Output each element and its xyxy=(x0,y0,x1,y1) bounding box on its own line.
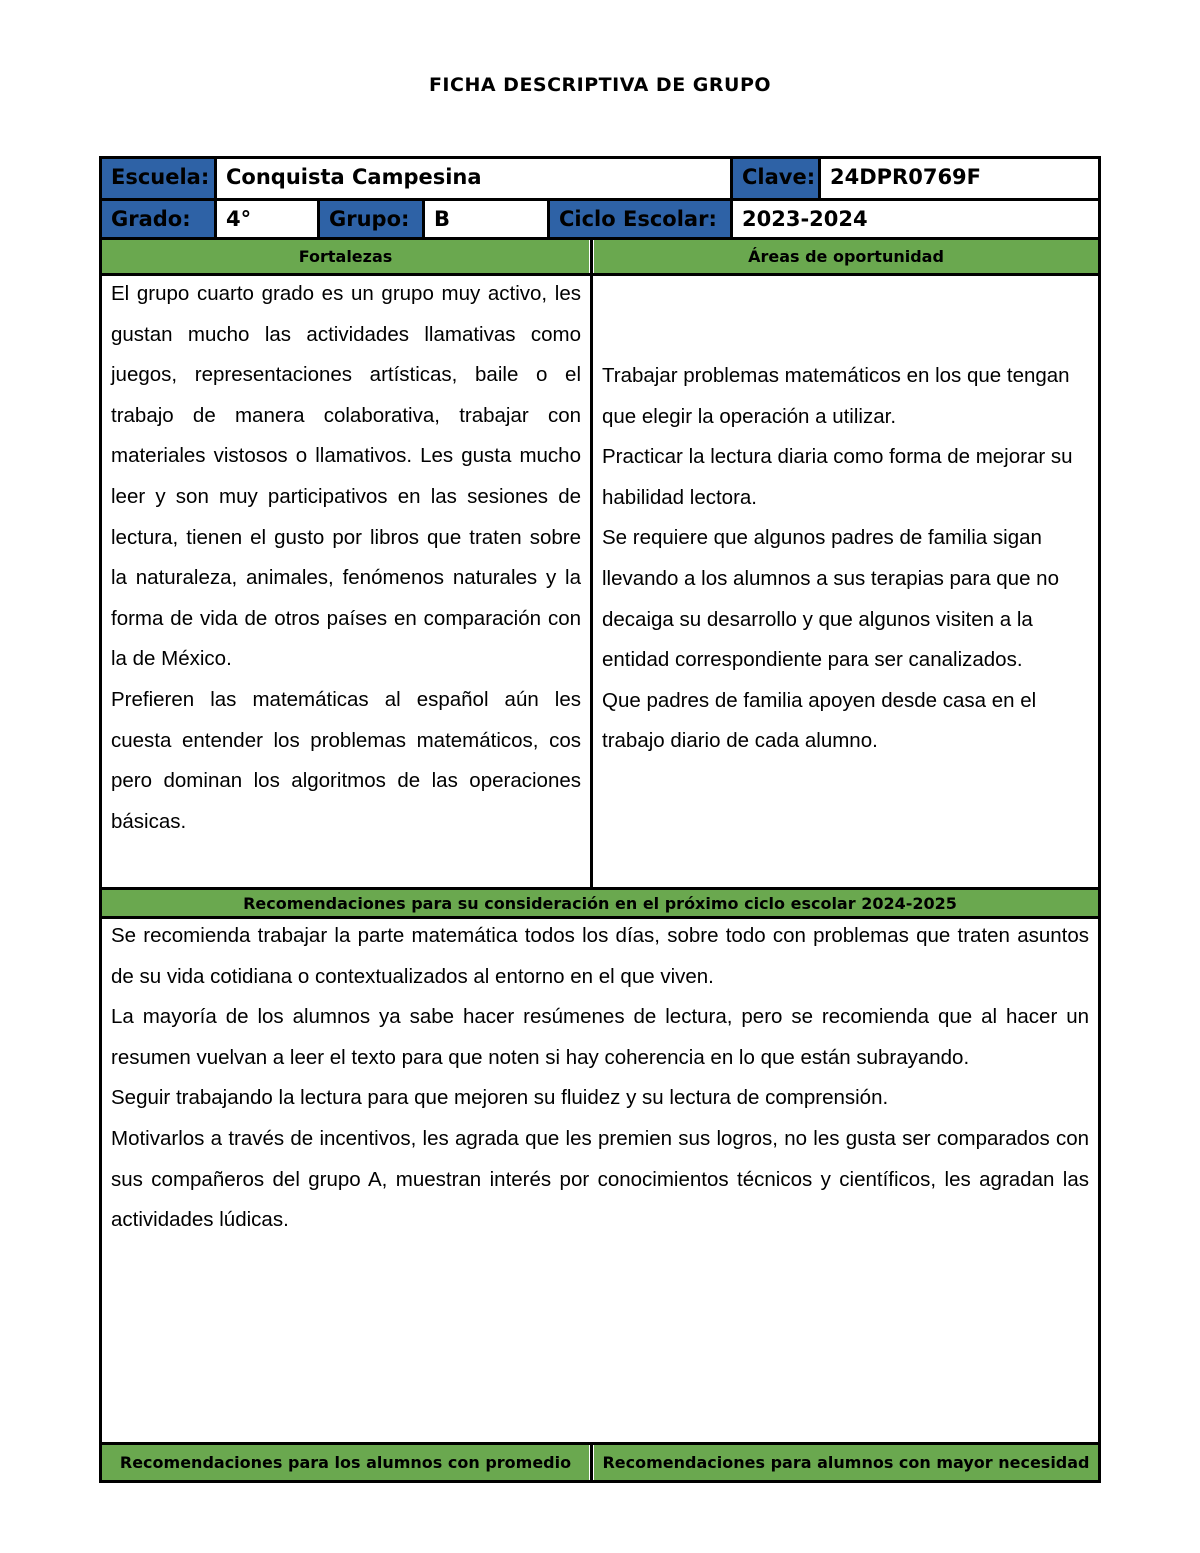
page-title: FICHA DESCRIPTIVA DE GRUPO xyxy=(428,74,772,96)
divider xyxy=(422,198,425,237)
recomendaciones-paragraph: La mayoría de los alumnos ya sabe hacer resúmenes de lectura, pero se recomienda que al hacer un resumen vuelvan a leer el texto para que noten si hay coherencia en lo que están subrayando. xyxy=(111,1005,1089,1069)
divider xyxy=(590,237,593,887)
fortalezas-text xyxy=(111,274,581,884)
divider xyxy=(317,198,320,237)
divider xyxy=(102,198,1098,201)
group-sheet-table xyxy=(99,156,1101,1483)
grupo-label: Grupo: xyxy=(320,201,422,237)
divider xyxy=(102,237,1098,240)
grado-label: Grado: xyxy=(102,201,214,237)
divider xyxy=(547,198,550,237)
fortalezas-paragraph: Prefieren las matemáticas al español aún les cuesta entender los problemas matemáticos, cos pero dominan los algoritmos de las operaciones básicas. xyxy=(111,687,581,833)
areas-paragraph: Que padres de familia apoyen desde casa en el trabajo diario de cada alumno. xyxy=(602,688,1037,753)
recomendaciones-text xyxy=(111,916,1089,1436)
escuela-label: Escuela: xyxy=(102,159,214,198)
promedio-heading: Recomendaciones para los alumnos con promedio xyxy=(102,1445,589,1480)
recomendaciones-paragraph: Motivarlos a través de incentivos, les agrada que les premien sus logros, no les gusta ser comparados con sus compañeros del grupo A, muestran interés por conocimientos técnicos y científicos, les agradan las actividades lúdicas. xyxy=(111,1126,1089,1232)
areas-paragraph: Se requiere que algunos padres de familia sigan llevando a los alumnos a sus terapias para que no decaiga su desarrollo y que algunos visiten a la entidad correspondiente para ser canalizados. xyxy=(602,526,1059,672)
divider xyxy=(730,159,733,237)
grupo-value: B xyxy=(434,207,451,231)
fortalezas-heading: Fortalezas xyxy=(102,240,589,273)
divider xyxy=(102,273,1098,276)
fortalezas-paragraph: El grupo cuarto grado es un grupo muy activo, les gustan mucho las actividades llamativas como juegos, representaciones artísticas, baile o el trabajo de manera colaborativa, trabajar con materiales vistosos o llamativos. Les gusta mucho leer y son muy participativos en las sesiones de lectura, tienen el gusto por libros que traten sobre la naturaleza, animales, fenómenos naturales y la forma de vida de otros países en comparación con la de México. xyxy=(111,282,581,671)
ciclo-value: 2023-2024 xyxy=(742,207,868,231)
divider xyxy=(102,916,1098,919)
clave-value: 24DPR0769F xyxy=(830,165,982,189)
areas-paragraph: Trabajar problemas matemáticos en los que tengan que elegir la operación a utilizar. xyxy=(602,364,1070,428)
grado-value: 4° xyxy=(226,207,252,231)
necesidad-heading: Recomendaciones para alumnos con mayor necesidad xyxy=(594,1445,1098,1480)
recomendaciones-paragraph: Se recomienda trabajar la parte matemática todos los días, sobre todo con problemas que traten asuntos de su vida cotidiana o contextualizados al entorno en el que viven. xyxy=(111,924,1089,988)
escuela-value: Conquista Campesina xyxy=(226,165,482,189)
divider xyxy=(818,159,821,198)
areas-heading: Áreas de oportunidad xyxy=(594,240,1098,273)
clave-label: Clave: xyxy=(733,159,818,198)
divider xyxy=(214,159,217,237)
areas-paragraph: Practicar la lectura diaria como forma de mejorar su habilidad lectora. xyxy=(602,445,1073,509)
areas-text xyxy=(602,356,1092,796)
divider xyxy=(102,1442,1098,1445)
divider xyxy=(102,887,1098,890)
ciclo-label: Ciclo Escolar: xyxy=(550,201,730,237)
divider xyxy=(590,1442,593,1480)
recomendaciones-heading: Recomendaciones para su consideración en el próximo ciclo escolar 2024-2025 xyxy=(102,890,1098,917)
recomendaciones-paragraph: Seguir trabajando la lectura para que mejoren su fluidez y su lectura de comprensión. xyxy=(111,1086,889,1110)
